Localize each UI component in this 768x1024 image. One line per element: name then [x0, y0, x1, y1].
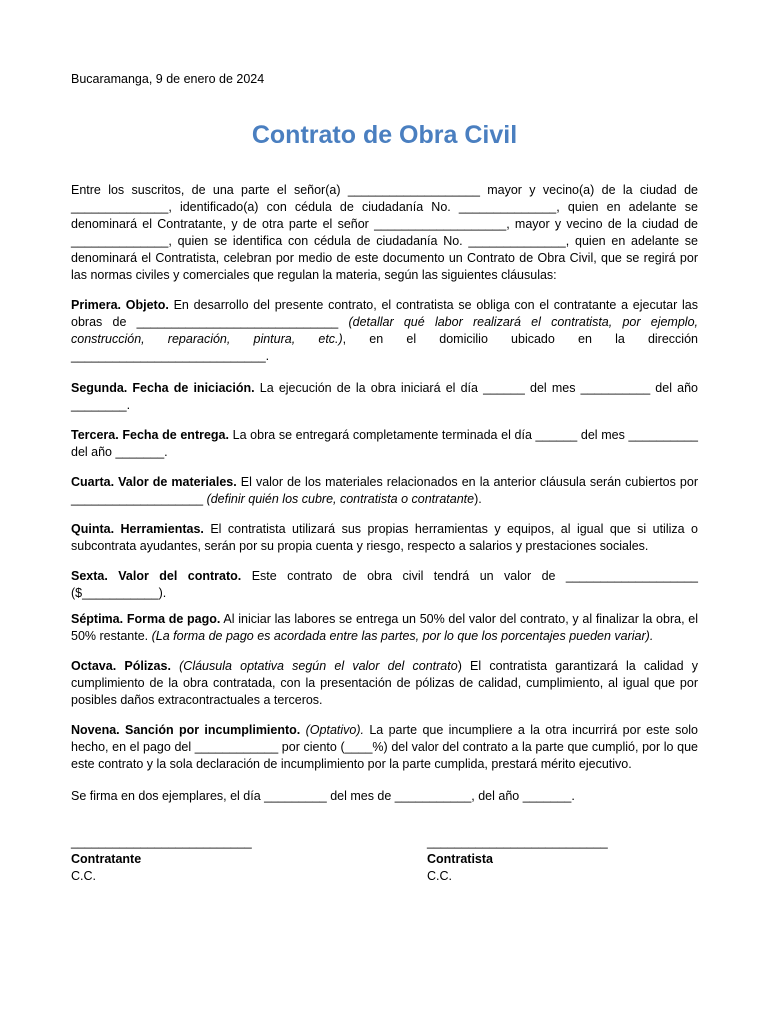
signature-id-label: C.C. [71, 869, 96, 883]
clause-text [171, 659, 179, 673]
clause-cuarta [71, 474, 698, 508]
clause-text: Este contrato de obra civil tendrá un valor de ___________________ ($___________). [71, 569, 698, 600]
clause-heading: Sexta. Valor del contrato. [71, 569, 242, 583]
clause-text: El valor de los materiales relacionados en la anterior cláusula serán cubiertos por ___________________ [71, 475, 698, 506]
clause-heading: Segunda. Fecha de iniciación. [71, 381, 255, 395]
clause-heading: Séptima. Forma de pago. [71, 612, 221, 626]
clause-text: La ejecución de la obra iniciará el día ______ del mes __________ del año ________. [71, 381, 699, 412]
signature-line: __________________________ [427, 835, 608, 849]
clause-sexta [71, 568, 698, 602]
clause-heading: Cuarta. Valor de materiales. [71, 475, 237, 489]
clause-italic-note: (Optativo). [305, 723, 364, 737]
clause-text: La parte que incumpliere a la otra incurrirá por este solo hecho, en el pago del ____________ por ciento (____%) del valor del contrato a la parte que cumplió, por lo que este contrato y la sola declaración de incumplimiento por la parte cumplida, prestará mérito ejecutivo. [71, 723, 698, 771]
clause-tercera [71, 427, 698, 461]
clause-text: ). [474, 492, 482, 506]
signature-role: Contratante [71, 852, 142, 866]
clause-italic-note: (La forma de pago es acordada entre las partes, por lo que los porcentajes pueden variar). [151, 629, 654, 643]
signature-role: Contratista [427, 852, 493, 866]
intro-paragraph: Entre los suscritos, de una parte el señor(a) ___________________ mayor y vecino(a) de la ciudad de ______________, identificado(a) con cédula de ciudadanía No. ______________, quien en adelante se denominará el Contratante, y de otra parte el señor ___________________, mayor y vecino de la ciudad de ______________, quien se identifica con cédula de ciudadanía No. ______________, quien en adelante se denominará el Contratista, celebran por medio de este documento un Contrato de Obra Civil, que se regirá por las normas civiles y comerciales que regulan la materia, según las siguientes cláusulas: [71, 183, 698, 282]
clause-heading: Quinta. Herramientas. [71, 522, 204, 536]
clause-italic-note: (detallar qué labor realizará el contratista, por ejemplo, construcción, reparación, pintura, etc.) [71, 315, 698, 346]
clause-octava [71, 658, 698, 709]
clause-text: El contratista utilizará sus propias herramientas y equipos, al igual que si utiliza o subcontrata ayudantes, serán por su propia cuenta y riesgo, respecto a salarios y prestaciones sociales. [71, 522, 698, 553]
clause-text: Al iniciar las labores se entrega un 50% del valor del contrato, y al finalizar la obra, el 50% restante. [71, 612, 698, 643]
clause-heading: Octava. Pólizas. [71, 659, 171, 673]
clause-text: , en el domicilio ubicado en la dirección ____________________________. [71, 332, 698, 363]
clause-italic-note: (definir quién los cubre, contratista o contratante [206, 492, 475, 506]
clause-text: ) El contratista garantizará la calidad y cumplimiento de la obra contratada, con la presentación de pólizas de calidad, cumplimiento, al igual que por posibles daños extracontractuales a terceros. [71, 659, 698, 707]
clause-novena [71, 722, 698, 773]
signature-id-label: C.C. [427, 869, 452, 883]
page-title: Contrato de Obra Civil [251, 121, 518, 149]
clause-text: En desarrollo del presente contrato, el contratista se obliga con el contratante a ejecutar las obras de _____________________________ [71, 298, 698, 329]
clause-heading: Tercera. Fecha de entrega. [71, 428, 229, 442]
closing-paragraph: Se firma en dos ejemplares, el día _________ del mes de ___________, del año _______. [71, 789, 575, 803]
clause-heading: Primera. Objeto. [71, 298, 169, 312]
clause-italic-note: (Cláusula optativa según el valor del contrato [179, 659, 458, 673]
clause-text: La obra se entregará completamente terminada el día ______ del mes __________ del año _______. [71, 428, 698, 459]
clause-segunda [71, 380, 698, 414]
clause-septima [71, 611, 698, 645]
signature-line: __________________________ [71, 835, 252, 849]
clause-quinta [71, 521, 698, 555]
date-line: Bucaramanga, 9 de enero de 2024 [71, 72, 265, 86]
clause-heading: Novena. Sanción por incumplimiento. [71, 723, 301, 737]
clause-primera [71, 297, 698, 365]
signature-block-contratista [427, 834, 608, 885]
signature-block-contratante [71, 834, 252, 885]
